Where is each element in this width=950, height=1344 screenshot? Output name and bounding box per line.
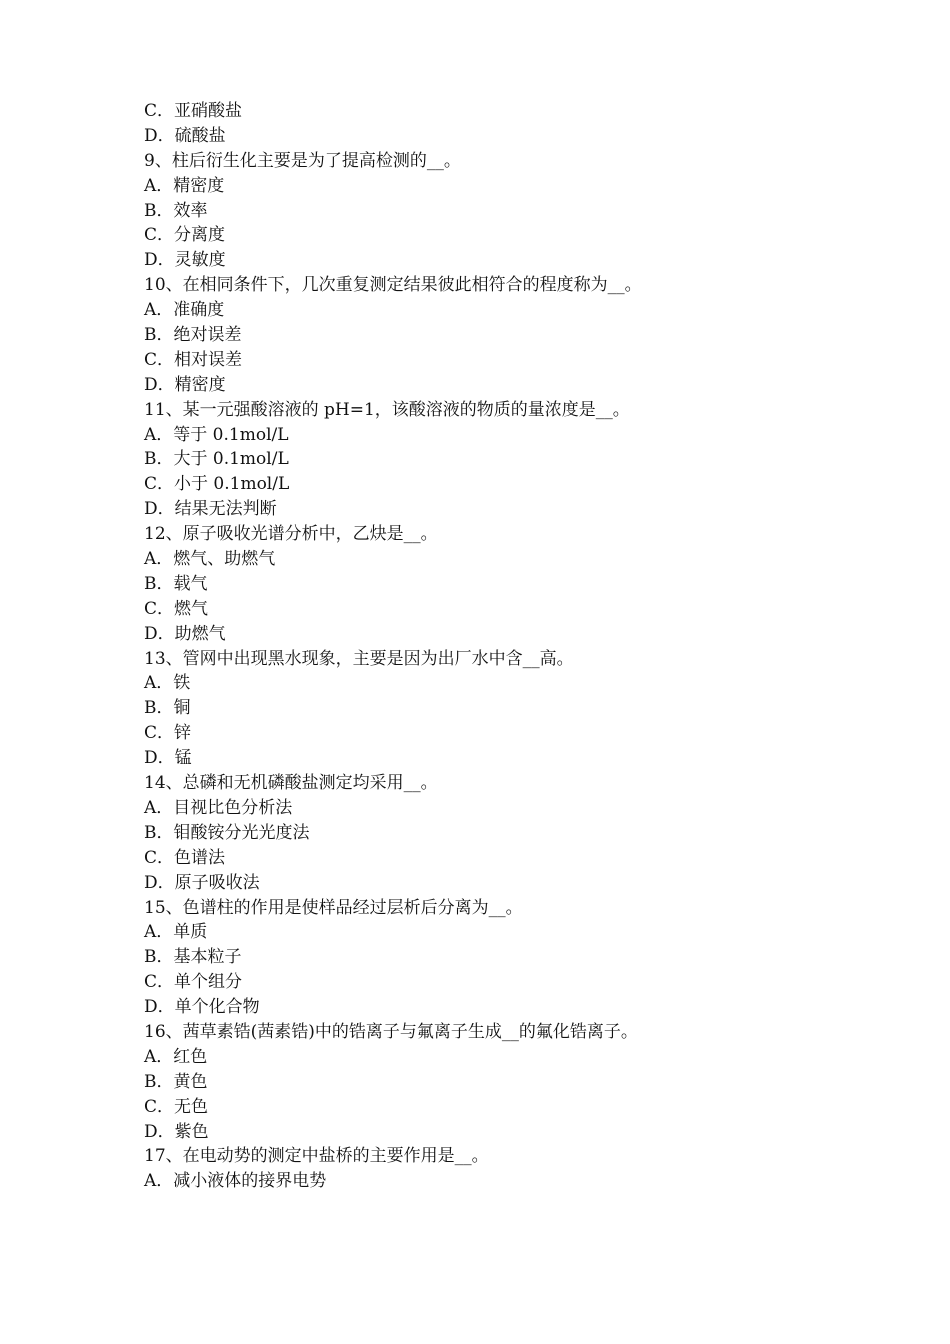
- question-text: 12、原子吸收光谱分析中，乙炔是__。: [144, 524, 438, 545]
- question-text: 9、柱后衍生化主要是为了提高检测的__。: [144, 150, 461, 171]
- answer-option: B．载气: [144, 573, 208, 594]
- answer-option: D．硫酸盐: [144, 125, 226, 146]
- answer-option: D．紫色: [144, 1121, 209, 1142]
- answer-option: A．准确度: [144, 300, 225, 321]
- answer-option: C．单个组分: [144, 972, 243, 993]
- answer-option: C．相对误差: [144, 349, 243, 370]
- answer-option: C．锌: [144, 723, 192, 744]
- answer-option: A．精密度: [144, 175, 225, 196]
- question-text: 15、色谱柱的作用是使样品经过层析后分离为__。: [144, 897, 523, 918]
- answer-option: B．钼酸铵分光光度法: [144, 822, 310, 843]
- question-text: 14、总磷和无机磷酸盐测定均采用__。: [144, 773, 438, 794]
- question-text: 10、在相同条件下，几次重复测定结果彼此相符合的程度称为__。: [144, 275, 642, 296]
- answer-option: A．等于 0.1mol/L: [144, 424, 289, 445]
- answer-option: C．无色: [144, 1096, 209, 1117]
- answer-option: D．助燃气: [144, 623, 226, 644]
- answer-option: A．燃气、助燃气: [144, 549, 276, 570]
- question-text: 11、某一元强酸溶液的 pH=1，该酸溶液的物质的量浓度是__。: [144, 399, 630, 420]
- question-text: 13、管网中出现黑水现象，主要是因为出厂水中含__高。: [144, 648, 574, 669]
- answer-option: A．减小液体的接界电势: [144, 1171, 327, 1192]
- answer-option: B．黄色: [144, 1071, 208, 1092]
- answer-option: D．精密度: [144, 374, 226, 395]
- answer-option: D．灵敏度: [144, 250, 226, 271]
- answer-option: A．红色: [144, 1046, 208, 1067]
- answer-option: A．单质: [144, 922, 208, 943]
- answer-option: C．小于 0.1mol/L: [144, 474, 290, 495]
- question-text: 17、在电动势的测定中盐桥的主要作用是__。: [144, 1146, 489, 1167]
- answer-option: B．效率: [144, 200, 208, 221]
- answer-option: C．亚硝酸盐: [144, 101, 243, 121]
- answer-option: B．大于 0.1mol/L: [144, 449, 289, 470]
- answer-option: D．单个化合物: [144, 997, 260, 1018]
- answer-option: A．铁: [144, 673, 191, 694]
- answer-option: D．原子吸收法: [144, 872, 260, 893]
- answer-option: C．燃气: [144, 598, 209, 619]
- answer-option: B．绝对误差: [144, 325, 242, 346]
- answer-option: C．分离度: [144, 225, 226, 246]
- question-text: 16、茜草素锆(茜素锆)中的锆离子与氟离子生成__的氟化锆离子。: [144, 1021, 638, 1042]
- document-body: [144, 99, 824, 1194]
- answer-option: B．铜: [144, 698, 191, 719]
- answer-option: B．基本粒子: [144, 947, 242, 968]
- answer-option: D．结果无法判断: [144, 499, 277, 520]
- answer-option: D．锰: [144, 748, 192, 769]
- answer-option: A．目视比色分析法: [144, 797, 293, 818]
- answer-option: C．色谱法: [144, 847, 226, 868]
